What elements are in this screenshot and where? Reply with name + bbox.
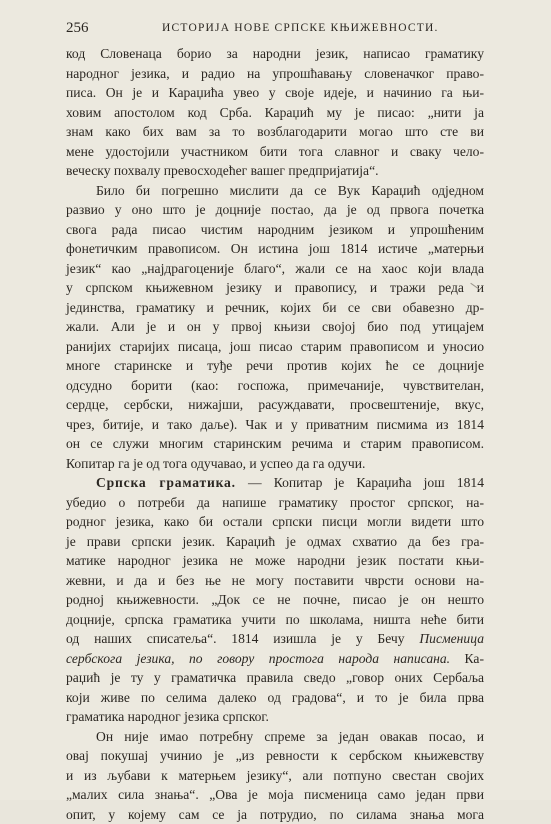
text-run: доцније, српска граматика учити по школама, ништа неће бити [66, 612, 484, 627]
text-run: родног језика, како би остали српски писци могли видети што [66, 514, 484, 529]
text-run: писа. Он је и Караџића увео у своје идеје, и начинио га њи- [66, 85, 484, 100]
text-run: многе старинске и туђе речи против којих ће се доцније [66, 358, 484, 373]
text-run: ховим апостолом код Срба. Караџић му је писао: „нити ја [66, 105, 484, 120]
text-line [66, 83, 484, 103]
book-title-italic: Писменица [419, 631, 484, 646]
text-line [66, 103, 484, 123]
text-line [66, 766, 484, 786]
text-run: он се служи многим старинским речима и старим правописом. [66, 436, 484, 451]
text-line [66, 434, 484, 454]
text-run: жали. Али је и он у првој књизи својој био под утицајем [66, 319, 484, 334]
text-run: знам како бих вам за то возблагодарити могао што сте ви [66, 124, 484, 139]
text-run: веческу похвалу превосходећег вашег предпријатија“. [66, 163, 379, 178]
text-run: овај покушај учинио је „из ревности к сербском књижевству [66, 748, 484, 763]
text-line [66, 200, 484, 220]
text-line [66, 298, 484, 318]
text-run: код Словенаца борио за народни језик, написао граматику [66, 46, 484, 61]
text-line [66, 376, 484, 396]
text-line [66, 356, 484, 376]
book-title-italic: сербскога језика, по говору простога народа написана. [66, 651, 450, 666]
text-run: Копитар га је од тога одучавао, и успео да га одучи. [66, 456, 365, 471]
text-line [66, 415, 484, 435]
text-run: од наших списатеља“. 1814 изишла је у Бечу [66, 631, 419, 646]
text-run: чрез, битије, и тако даље). Чак и у приватним писмима из 1814 [66, 417, 484, 432]
text-line [66, 668, 484, 688]
text-run: свога рада писао чистим народним језиком и упрошћеним [66, 222, 484, 237]
page-header [66, 20, 486, 40]
text-line [66, 727, 484, 747]
text-run: граматика народног језика српског. [66, 709, 269, 724]
text-run: је прави српски језик. Караџић је одмах схватио да без гра- [66, 534, 484, 549]
text-run: развио у оно што је доцније постао, да је од првога почетка [66, 202, 484, 217]
text-run: „малих сила знања“. „Ова је моја писменица само један први [66, 787, 484, 802]
text-line [66, 590, 484, 610]
text-run: ранијих старијих писаца, још писао старим правописом и уносио [66, 339, 484, 354]
text-line [66, 181, 484, 201]
text-line [66, 454, 484, 474]
section-heading: Српска граматика. [96, 475, 236, 490]
text-run: језик“ као „најдрагоценије благо“, жали се на хаос који влада [66, 261, 484, 276]
text-line [66, 122, 484, 142]
text-run: народног језика, и радио на упрошћавању словеначког право- [66, 66, 484, 81]
text-line [66, 688, 484, 708]
text-run: сердце, сербски, нижајши, расуждавати, просвештеније, вкус, [66, 397, 484, 412]
text-line [66, 395, 484, 415]
text-line [66, 707, 484, 727]
text-run: родној књижевности. „Док се не почне, писао је он нешто [66, 592, 484, 607]
text-run: мене удостојили участником бити тога славног и сваку чело- [66, 144, 484, 159]
text-run: фонетичким правописом. Он истина још 1814 истиче „матерњи [66, 241, 484, 256]
text-line [66, 337, 484, 357]
text-line [66, 317, 484, 337]
text-run: одсудно борити (као: госпожа, примечаније, чувствителан, [66, 378, 484, 393]
text-line [66, 161, 484, 181]
text-run: опит, у којему сам се ја потрудио, по силама знања мога [66, 807, 484, 822]
text-line [66, 278, 484, 298]
text-run: и из љубави к матерњем језику“, али потпуно свестан својих [66, 768, 484, 783]
text-line [66, 571, 484, 591]
text-run: убедио о потреби да напише граматику простог српског, на- [66, 495, 484, 510]
text-line [66, 473, 484, 493]
text-line [66, 610, 484, 630]
text-line [66, 44, 484, 64]
text-line [66, 785, 484, 805]
page-number: 256 [66, 20, 89, 37]
text-line [66, 220, 484, 240]
text-run: жевни, и да и без ње не могу поставити чврсти основи на- [66, 573, 484, 588]
text-run: Он није имао потребну спреме за један овакав посао, и [96, 729, 484, 744]
text-line [66, 64, 484, 84]
text-line [66, 142, 484, 162]
text-line [66, 746, 484, 766]
body-text [66, 44, 484, 824]
text-run: јединства, граматику и речник, којих би се сви обавезно др- [66, 300, 484, 315]
text-line [66, 551, 484, 571]
text-run: раџић је ту у граматичка правила сведо „говор оних Сербаља [66, 670, 484, 685]
text-line [66, 805, 484, 824]
text-line [66, 493, 484, 513]
text-line [66, 649, 484, 669]
text-line [66, 259, 484, 279]
text-run: Било би погрешно мислити да се Вук Караџић одједном [96, 183, 484, 198]
text-run: у српском књижевном језику и правопису, и тражи реда и [66, 280, 484, 295]
text-line [66, 532, 484, 552]
text-run: који живе по селима далеко од градова“, и то је била прва [66, 690, 484, 705]
text-run: матике народног језика не може народни језик постати књи- [66, 553, 484, 568]
text-run: Ка- [450, 651, 484, 666]
text-line [66, 512, 484, 532]
text-run: — Копитар је Караџића још 1814 [236, 475, 484, 490]
text-line [66, 239, 484, 259]
running-head: ИСТОРИЈА НОВЕ СРПСКЕ КЊИЖЕВНОСТИ. [162, 22, 439, 34]
text-line [66, 629, 484, 649]
